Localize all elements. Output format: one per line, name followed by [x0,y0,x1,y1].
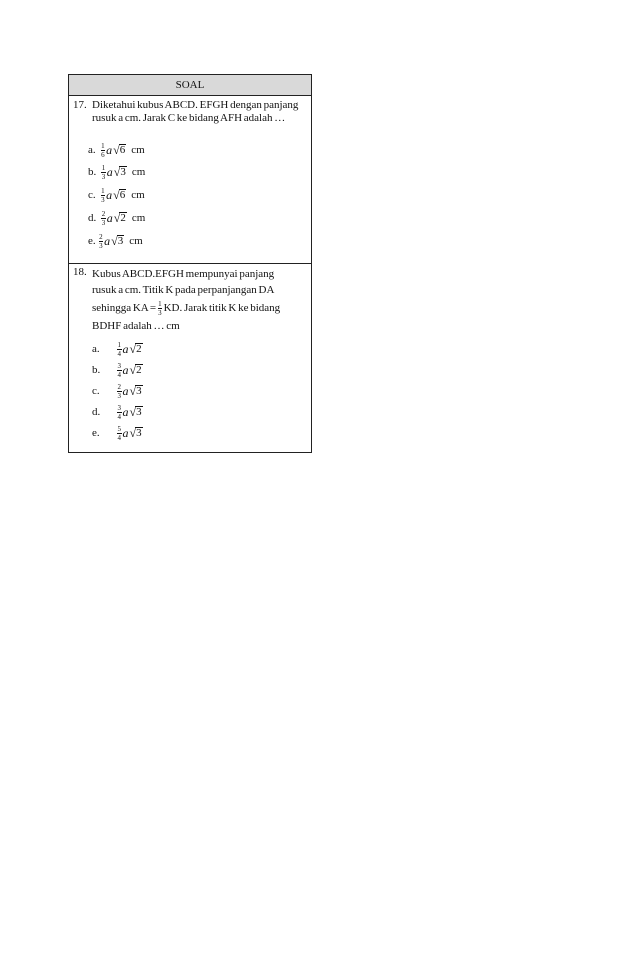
option-label: b. [92,364,101,376]
option-label: a. [88,144,96,156]
option-fraction: $\frac{1}{3}$ [101,186,105,204]
question-number: 18. [73,266,87,278]
option-b[interactable] [88,163,145,181]
option-fraction: $\frac{1}{4}$ [117,340,121,358]
question-text: Diketahui kubus ABCD. EFGH dengan panjang rusuk a cm. Jarak C ke bidang AFH adalah … [92,99,299,124]
option-e[interactable] [92,424,143,442]
sqrt-symbol: √ 2 [129,363,142,377]
option-label: e. [92,427,100,439]
option-variable: a [122,425,129,440]
option-label: c. [88,189,96,201]
option-b[interactable] [92,361,143,379]
option-fraction: $\frac{3}{4}$ [117,403,121,421]
question-17 [69,96,311,264]
sqrt-symbol: √ 6 [113,143,126,157]
soal-table [68,74,312,453]
option-d[interactable] [92,403,143,421]
option-fraction: $\frac{5}{4}$ [117,424,121,442]
option-fraction: $\frac{1}{6}$ [101,141,105,159]
question-line: BDHF adalah … cm [92,320,180,332]
option-label: d. [92,406,101,418]
option-unit: cm [131,189,145,201]
ka-fraction: $\frac{1}{3}$ [158,299,162,317]
sqrt-symbol: √ 3 [129,426,142,440]
option-label: c. [92,385,100,397]
option-fraction: $\frac{3}{4}$ [117,361,121,379]
option-unit: cm [131,144,145,156]
option-unit: cm [131,166,146,178]
sqrt-symbol: √ 3 [129,384,142,398]
sqrt-symbol: √ 2 [113,211,126,225]
sqrt-symbol: √ 3 [129,405,142,419]
option-c[interactable] [92,382,143,400]
option-fraction: $\frac{1}{3}$ [101,163,106,181]
option-variable: a [122,383,129,398]
table-header: SOAL [69,75,311,96]
question-line: Kubus ABCD.EFGH mempunyai panjang [92,268,275,280]
option-unit: cm [129,235,143,247]
sqrt-symbol: √ 3 [113,165,126,179]
sqrt-symbol: √ 3 [111,234,124,248]
option-a[interactable] [92,340,143,358]
option-variable: a [104,233,111,248]
option-variable: a [122,362,129,377]
option-a[interactable] [88,141,145,159]
option-unit: cm [131,212,146,224]
option-variable: a [106,210,113,225]
option-variable: a [122,341,129,356]
option-variable: a [122,404,129,419]
sqrt-symbol: √ 2 [129,342,142,356]
question-line-fraction: sehingga KA = $\frac{1}{3}$ KD. Jarak titik K ke bidang [92,299,281,317]
question-line: rusuk a cm. Titik K pada perpanjangan DA [92,284,275,296]
option-label: e. [88,235,96,247]
option-fraction: $\frac{2}{3}$ [99,232,103,250]
option-variable: a [106,142,113,157]
question-text [92,266,308,334]
option-variable: a [106,164,113,179]
option-fraction: $\frac{2}{3}$ [117,382,121,400]
option-label: b. [88,166,97,178]
question-number: 17. [73,99,87,111]
option-d[interactable] [88,209,145,227]
option-label: d. [88,212,97,224]
option-fraction: $\frac{2}{3}$ [101,209,106,227]
question-18 [69,264,311,452]
option-c[interactable] [88,186,145,204]
option-e[interactable] [88,232,143,250]
option-label: a. [92,343,100,355]
sqrt-symbol: √ 6 [113,188,126,202]
option-variable: a [106,187,113,202]
